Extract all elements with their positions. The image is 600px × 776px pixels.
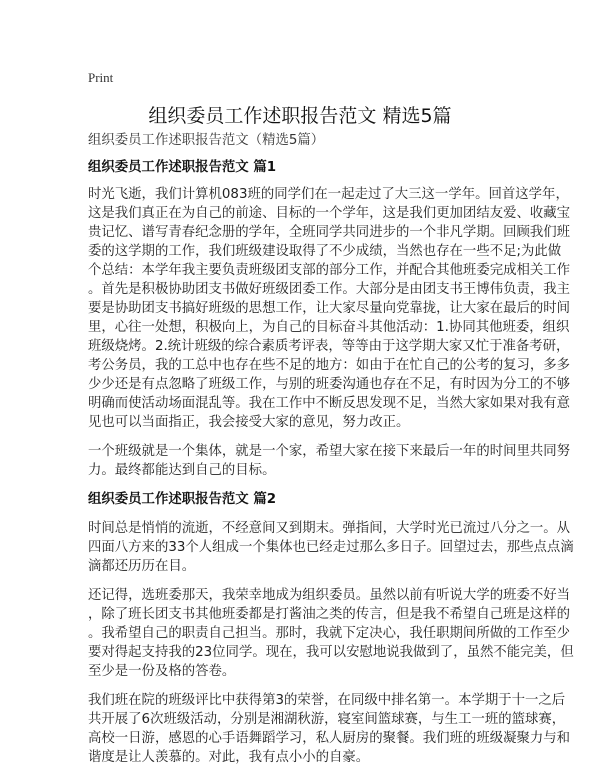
paragraph-line: 见也可以当面指正，我会接受大家的意见，努力改正。 — [88, 415, 410, 430]
paragraph-line: 四面八方来的33个人组成一个集体也已经走过那么多日子。回望过去，那些点点滴 — [88, 540, 574, 555]
paragraph-line: 委的这学期的工作，我们班级建设取得了不少成绩，当然也存在一些不足;为此做 — [88, 244, 562, 259]
paragraph-line: 。首先是积极协助团支书做好班级团委工作。大部分是由团支书王博伟负责，我主 — [88, 282, 571, 297]
paragraph-line: 时光飞逝，我们计算机083班的同学们在一起走过了大三这一学年。回首这学年， — [88, 187, 569, 202]
section-1-paragraph-1 — [88, 185, 571, 432]
paragraph-line: 力。最终都能达到自己的目标。 — [88, 463, 276, 478]
paragraph-line: 滴都还历历在目。 — [88, 559, 196, 574]
paragraph-line: 明确而使活动场面混乱等。我在工作中不断反思发现不足，当然大家如果对我有意 — [88, 396, 571, 411]
section-heading: 组织委员工作述职报告范文 篇1 — [88, 160, 277, 175]
paragraph-line: 里，心往一处想，积极向上，为自己的目标奋斗其他活动：1.协同其他班委，组织 — [88, 320, 570, 335]
section-2-paragraph-2 — [88, 586, 574, 681]
paragraph-line: 谐度是让人羡慕的。对此，我有点小小的自豪。 — [88, 750, 370, 765]
paragraph-line: 共开展了6次班级活动，分别是湘湖秋游，寝室间篮球赛，与生工一班的篮球赛， — [88, 712, 566, 727]
paragraph-line: 考公务员，我的工总中也存在些不足的地方：如由于在忙自己的公考的复习，多多 — [88, 358, 571, 373]
paragraph-line: 我们班在院的班级评比中获得第3的荣誉，在同级中排名第一。本学期于十一之后 — [88, 693, 566, 708]
subtitle-text: 组织委员工作述职报告范文（精选5篇） — [88, 133, 325, 148]
section-heading: 组织委员工作述职报告范文 篇2 — [88, 492, 277, 507]
paragraph-line: 还记得，选班委那天，我荣幸地成为组织委员。虽然以前有听说大学的班委不好当 — [88, 588, 571, 603]
page-title: 组织委员工作述职报告范文 精选5篇 — [148, 105, 452, 127]
paragraph-line: 少少还是有点忽略了班级工作，与别的班委沟通也存在不足，有时因为分工的不够 — [88, 377, 571, 392]
section-2-paragraph-3 — [88, 691, 571, 767]
paragraph-line: 一个班级就是一个集体，就是一个家，希望大家在接下来最后一年的时间里共同努 — [88, 444, 571, 459]
paragraph-line: 班级烧烤。2.统计班级的综合素质考评表，等等由于这学期大家又忙于准备考研， — [88, 339, 570, 354]
paragraph-line: 至少是一份及格的答卷。 — [88, 664, 236, 679]
paragraph-line: 要对得起支持我的23位同学。现在，我可以安慰地说我做到了，虽然不能完美，但 — [88, 645, 574, 660]
section-1-paragraph-2 — [88, 442, 571, 480]
paragraph-line: 。我希望自己的职责自己担当。那时，我就下定决心，我任职期间所做的工作至少 — [88, 626, 571, 641]
paragraph-line: 这是我们真正在为自己的前途、目标的一个学年，这是我们更加团结友爱、收藏宝 — [88, 206, 571, 221]
section-2-paragraph-1 — [88, 519, 574, 576]
print-link[interactable]: Print — [88, 70, 114, 85]
paragraph-line: ，除了班长团支书其他班委都是打酱油之类的传言，但是我不希望自己班是这样的 — [88, 607, 571, 622]
paragraph-line: 时间总是悄悄的流逝，不经意间又到期末。弹指间，大学时光已流过八分之一。从 — [88, 521, 571, 536]
subtitle — [88, 131, 528, 150]
paragraph-line: 要是协助团支书搞好班级的思想工作，让大家尽量向党靠拢，让大家在最后的时间 — [88, 301, 571, 316]
paragraph-line: 个总结：本学年我主要负责班级团支部的部分工作，并配合其他班委完成相关工作 — [88, 263, 571, 278]
section-2-heading — [88, 490, 528, 509]
paragraph-line: 贵记忆、谱写青春纪念册的学年，全班同学共同进步的一个非凡学期。回顾我们班 — [88, 225, 571, 240]
section-1-heading — [88, 158, 528, 177]
paragraph-line: 高校一日游，感恩的心手语舞蹈学习，私人厨房的聚餐。我们班的班级凝聚力与和 — [88, 731, 571, 746]
